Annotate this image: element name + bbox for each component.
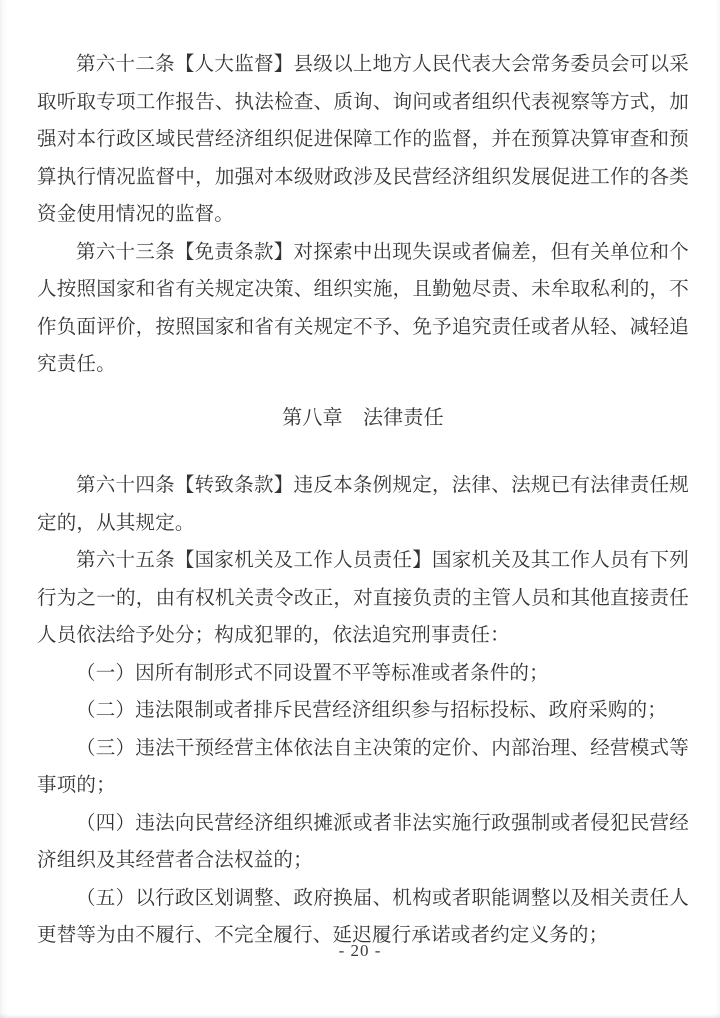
article-63-paragraph: 第六十三条【免责条款】对探索中出现失误或者偏差，但有关单位和个人按照国家和省有关规定决策、组织实施，且勤勉尽责、未牟取私利的，不作负面评价，按照国家和省有关规定不予、免予追究责任或者从轻、减轻追究责任。: [37, 240, 689, 375]
article-65-item-5: （五）以行政区划调整、政府换届、机构或者职能调整以及相关责任人更替等为由不履行、不完全履行、延迟履行承诺或者约定义务的；: [37, 886, 689, 946]
article-62-paragraph: 第六十二条【人大监督】县级以上地方人民代表大会常务委员会可以采取听取专项工作报告、执法检查、质询、询问或者组织代表视察等方式，加强对本行政区域民营经济组织促进保障工作的监督，并在预算决算审查和预算执行情况监督中，加强对本级财政涉及民营经济组织发展促进工作的各类资金使用情况的监督。: [37, 53, 689, 225]
article-65-paragraph: 第六十五条【国家机关及工作人员责任】国家机关及其工作人员有下列行为之一的，由有权机关责令改正，对直接负责的主管人员和其他直接责任人员依法给予处分；构成犯罪的，依法追究刑事责任：: [37, 549, 689, 646]
article-64-paragraph: 第六十四条【转致条款】违反本条例规定，法律、法规已有法律责任规定的，从其规定。: [37, 474, 689, 534]
article-65-item-1: （一）因所有制形式不同设置不平等标准或者条件的；: [76, 661, 549, 684]
article-65-item-3: （三）违法干预经营主体依法自主决策的定价、内部治理、经营模式等事项的；: [37, 736, 689, 796]
chapter-heading: 第八章 法律责任: [282, 406, 444, 429]
article-65-item-4: （四）违法向民营经济组织摊派或者非法实施行政强制或者侵犯民营经济组织及其经营者合法权益的；: [37, 811, 689, 871]
article-65-item-2: （二）违法限制或者排斥民营经济组织参与招标投标、政府采购的；: [76, 699, 668, 721]
page-number: - 20 -: [338, 941, 382, 960]
document-body: [37, 46, 689, 955]
